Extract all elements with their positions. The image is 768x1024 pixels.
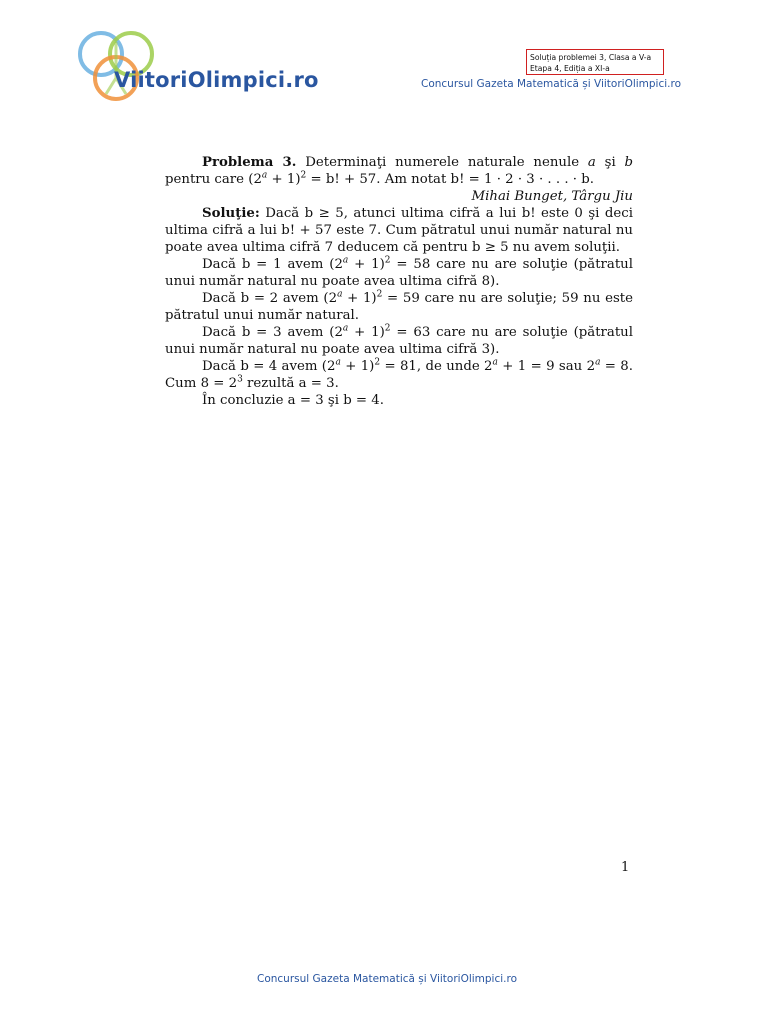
problem-info-box (526, 49, 664, 75)
logo-text: ViitoriOlimpici.ro (114, 68, 319, 92)
solution-paragraph-1: Soluţie: Dacă b ≥ 5, atunci ultima cifră a lui b! este 0 şi deci ultima cifră a lui b! + 57 este 7. Cum pătratul unui număr natural nu poate avea ultima cifră 7 deducem că pentru b ≥ 5 nu avem soluţii. (165, 206, 633, 255)
header-contest-link[interactable]: Concursul Gazeta Matematică și ViitoriOlimpici.ro (421, 78, 682, 90)
solution-paragraph-3: Dacă b = 2 avem $(2^a + 1)^2 = 59$ care nu are soluţie; 59 nu este pătratul unui număr natural. (165, 289, 634, 323)
solution-paragraph-2: Dacă b = 1 avem $(2^a + 1)^2 = 58$ care nu are soluţie (pătratul unui număr natural nu poate avea ultima cifră 8). (165, 255, 633, 289)
site-logo[interactable] (76, 28, 366, 106)
problem-label: Problema 3. (202, 155, 297, 170)
problem-info-line1: Soluția problemei 3, Clasa a V-a (530, 53, 652, 62)
footer-contest-link[interactable]: Concursul Gazeta Matematică și ViitoriOlimpici.ro (257, 973, 518, 985)
problem-statement: Problema 3. Determinaţi numerele naturale nenule a şi b pentru care $(2^a + 1)^2 = b$! + 57. Am notat b! = 1 · 2 · 3 · . . . · b. (165, 155, 633, 187)
solution-conclusion: În concluzie a = 3 şi b = 4. (202, 393, 384, 408)
solution-label: Soluţie: (202, 206, 260, 221)
page-number: 1 (621, 860, 630, 875)
problem-author: Mihai Bunget, Târgu Jiu (471, 189, 633, 204)
problem-info-line2: Etapa 4, Ediția a XI-a (530, 64, 610, 73)
document-body (165, 154, 633, 409)
solution-paragraph-5: Dacă b = 4 avem $(2^a + 1)^2 = 81$, de unde $2^a + 1 = 9$ sau $2^a = 8$. Cum $8 = 2^3$ rezultă a = 3. (165, 357, 633, 391)
solution-paragraph-4: Dacă b = 3 avem $(2^a + 1)^2 = 63$ care nu are soluţie (pătratul unui număr natural nu poate avea ultima cifră 3). (165, 323, 633, 357)
